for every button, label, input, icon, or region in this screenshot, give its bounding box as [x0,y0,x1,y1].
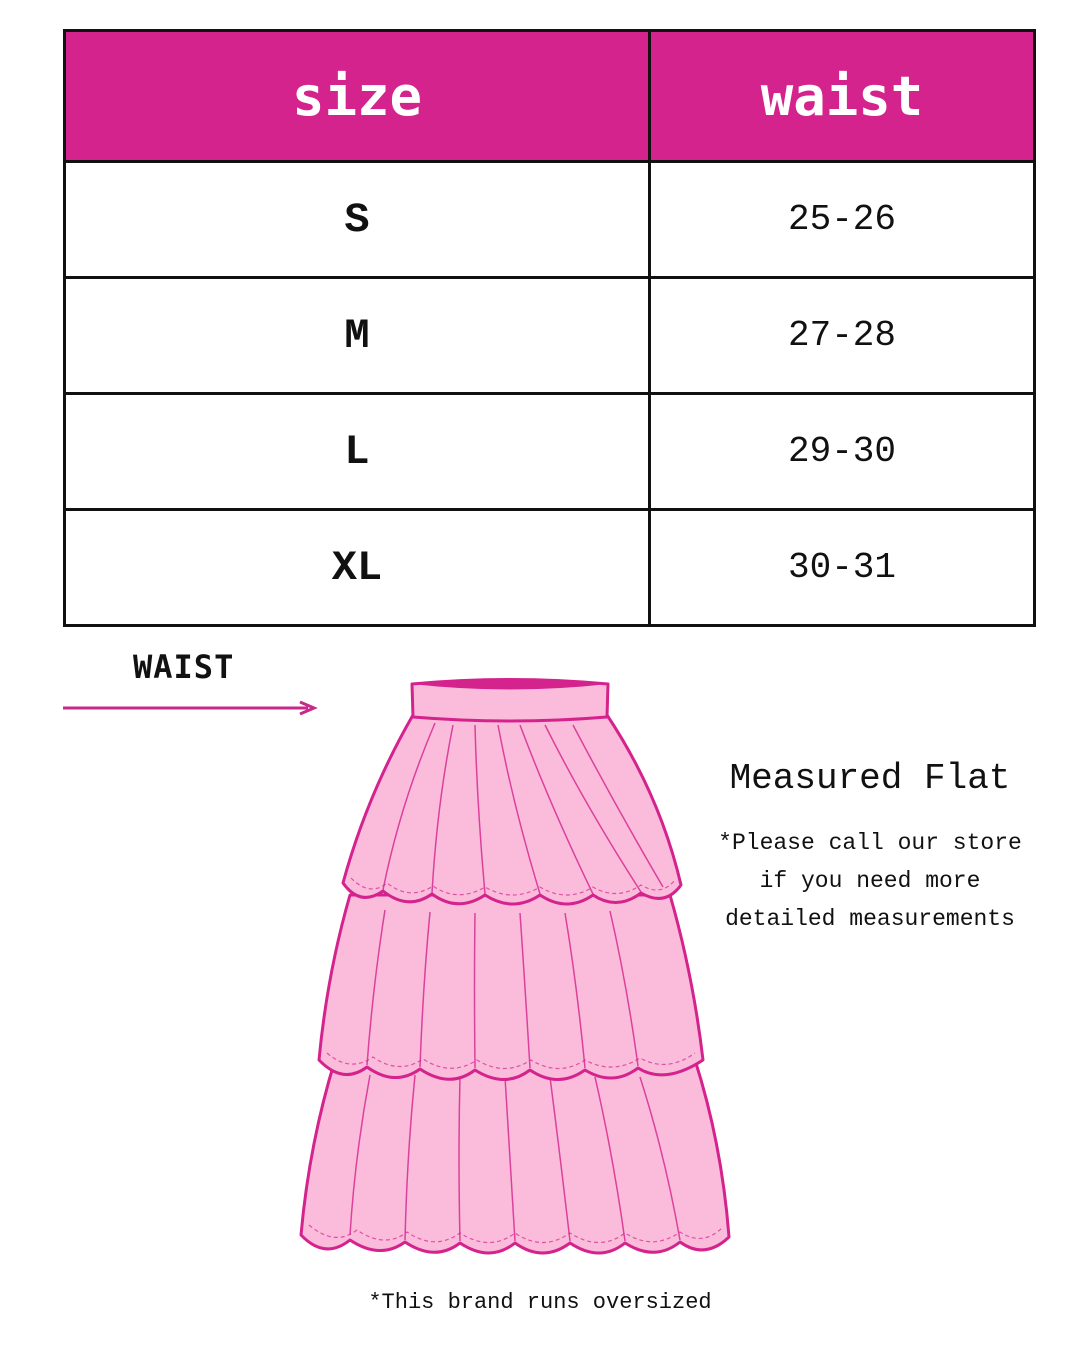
note-line: if you need more [759,868,981,894]
oversized-note: *This brand runs oversized [368,1290,712,1315]
size-cell: S [65,162,650,278]
waist-cell: 25-26 [650,162,1035,278]
tiered-skirt-illustration [295,675,735,1275]
table-row [65,510,1035,626]
table-row [65,278,1035,394]
note-line: *Please call our store [718,830,1022,856]
table-row [65,162,1035,278]
skirt-tier-bottom [301,1060,729,1253]
waist-arrow-icon [60,698,322,720]
size-cell: M [65,278,650,394]
size-cell: XL [65,510,650,626]
measured-flat-title: Measured Flat [729,758,1011,799]
note-line: detailed measurements [725,906,1015,932]
waist-label: WAIST [133,648,235,686]
header-size: size [65,31,650,162]
table-row [65,394,1035,510]
skirt-tier-middle [319,895,703,1080]
table-header-row [65,31,1035,162]
store-note [700,824,1040,938]
header-waist: waist [650,31,1035,162]
waist-cell: 30-31 [650,510,1035,626]
size-chart-table [63,29,1036,627]
waist-cell: 27-28 [650,278,1035,394]
size-cell: L [65,394,650,510]
waist-cell: 29-30 [650,394,1035,510]
